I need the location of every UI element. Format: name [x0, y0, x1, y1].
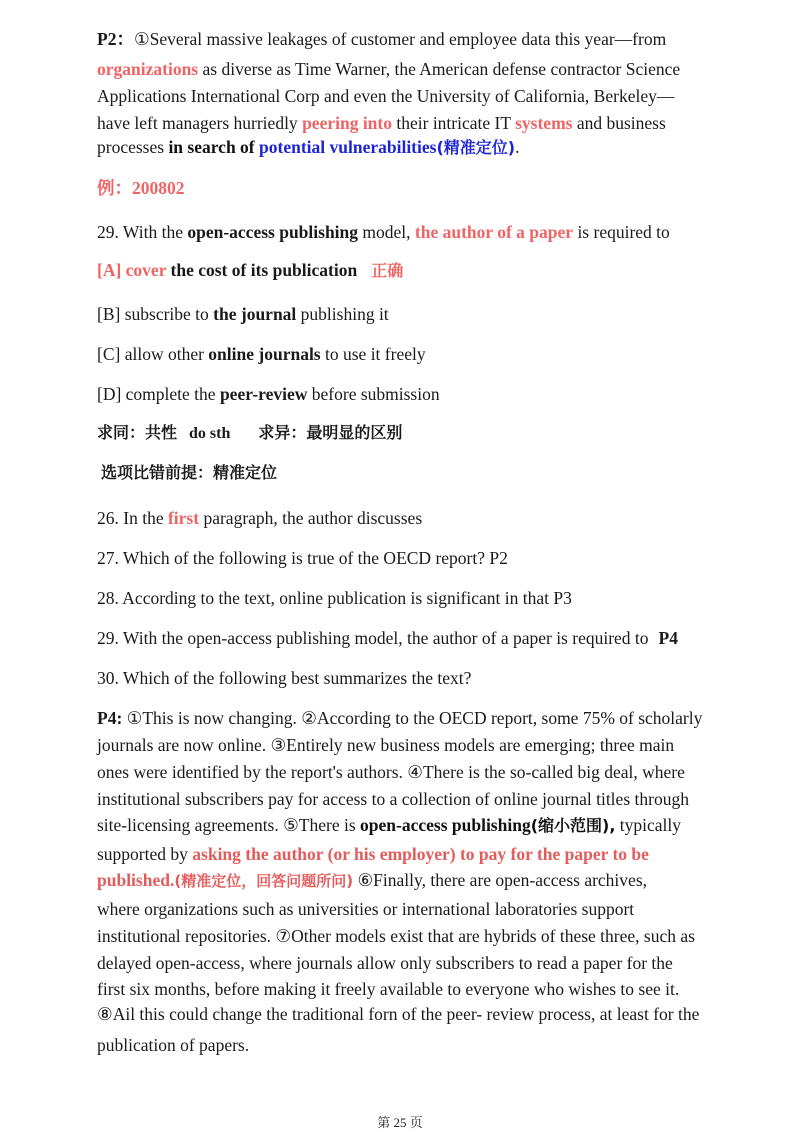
p4-line-8: where organizations such as universities or international laboratories support — [97, 899, 635, 919]
correct-mark: 正确 — [371, 261, 404, 280]
p4-line-7: published.(精准定位，回答问题所问) ⑥Finally, there are open-access archives, — [97, 870, 647, 890]
question-29-stem: 29. With the open-access publishing model, the author of a paper is required to — [97, 222, 670, 242]
note-option-premise: 选项比错前提：精准定位 — [101, 463, 278, 482]
question-27: 27. Which of the following is true of the OECD report? P2 — [97, 548, 508, 568]
p4-line-10: delayed open-access, where journals allow only subscribers to read a paper for the — [97, 953, 673, 973]
p4-line-13: publication of papers. — [97, 1035, 250, 1055]
question-30: 30. Which of the following best summarizes the text? — [97, 668, 472, 688]
p4-line-4: institutional subscribers pay for access to a collection of online journal titles through — [97, 789, 689, 809]
p2-line-1: P2：①Several massive leakages of customer and employee data this year—from — [97, 29, 667, 49]
option-b: [B] subscribe to the journal publishing it — [97, 304, 389, 324]
question-26: 26. In the first paragraph, the author discusses — [97, 508, 423, 528]
p4-line-6: supported by asking the author (or his employer) to pay for the paper to be — [97, 844, 649, 864]
p2-line-5: processes in search of potential vulnerabilities(精准定位). — [97, 137, 520, 157]
p4-line-2: journals are now online. ③Entirely new business models are emerging; three main — [97, 735, 675, 755]
p2-line-3: Applications International Corp and even the University of California, Berkeley— — [97, 86, 675, 106]
page-number: 第 25 页 — [377, 1115, 423, 1130]
option-d: [D] complete the peer-review before submission — [97, 384, 440, 404]
p2-label: P2： — [97, 29, 134, 49]
p4-line-9: institutional repositories. ⑦Other models exist that are hybrids of these three, such as — [97, 926, 695, 946]
p4-line-3: ones were identified by the report's authors. ④There is the so-called big deal, where — [97, 762, 685, 782]
p4-line-1: P4: ①This is now changing. ②According to the OECD report, some 75% of scholarly — [97, 708, 703, 728]
p4-line-5: site-licensing agreements. ⑤There is open-access publishing(缩小范围), typically — [97, 815, 682, 835]
option-a: [A] cover the cost of its publication 正确 — [97, 260, 404, 280]
question-29: 29. With the open-access publishing model, the author of a paper is required to P4 — [97, 628, 678, 648]
example-label: 例：200802 — [97, 178, 185, 198]
note-similarity-difference: 求同：共性 do sth 求异：最明显的区别 — [97, 423, 403, 442]
p4-line-11: first six months, before making it freely available to everyone who wishes to see it. — [97, 979, 680, 999]
p2-line-4: have left managers hurriedly peering into their intricate IT systems and business — [97, 113, 666, 133]
option-c: [C] allow other online journals to use it freely — [97, 344, 426, 364]
p4-label: P4: — [97, 708, 123, 728]
p2-line-2: organizations as diverse as Time Warner, the American defense contractor Science — [97, 59, 681, 79]
question-28: 28. According to the text, online publication is significant in that P3 — [97, 588, 572, 608]
p4-line-12: ⑧Ail this could change the traditional forn of the peer- review process, at least for the — [97, 1004, 700, 1024]
